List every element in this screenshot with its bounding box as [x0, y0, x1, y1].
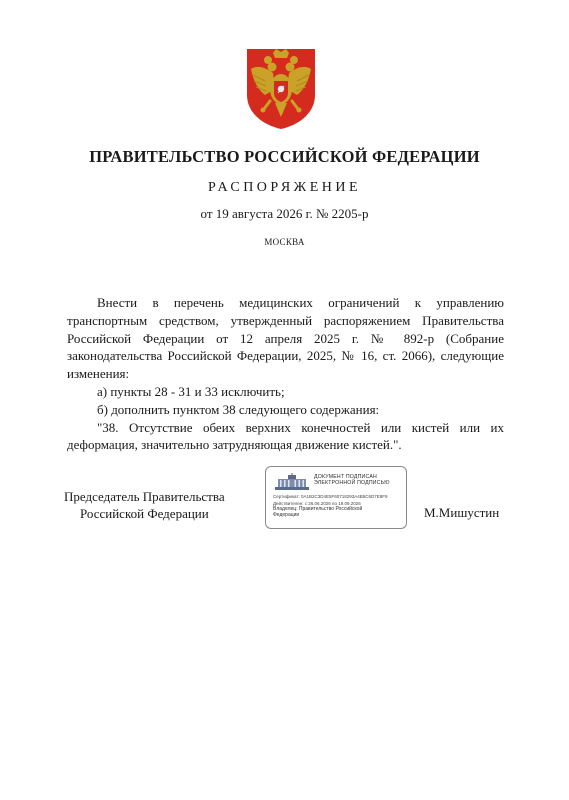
electronic-signature-stamp: [265, 466, 407, 529]
signer-position-line2: Российской Федерации: [80, 506, 209, 521]
government-title: ПРАВИТЕЛЬСТВО РОССИЙСКОЙ ФЕДЕРАЦИИ: [89, 147, 480, 166]
main-paragraph: Внести в перечень медицинских ограничений к управлению транспортным средством, утвержденный распоряжением Правительства Российской Федерации от 12 апреля 2025 г. № 892-р (Собрание законодательства Российской Федерации, 2025, № 16, ст. 2066), следующие изменения:: [67, 295, 504, 382]
signer-position-line1: Председатель Правительства: [64, 489, 225, 504]
coat-of-arms-icon: [243, 45, 319, 131]
document-type: РАСПОРЯЖЕНИЕ: [207, 180, 362, 195]
stamp-owner-line1: Владелец: Правительство Российской: [273, 506, 363, 512]
document-date-number: от 19 августа 2026 г. № 2205-р: [200, 206, 369, 221]
stamp-title-line2: ЭЛЕКТРОННОЙ ПОДПИСЬЮ: [314, 480, 390, 487]
stamp-validity: Действителен: с 26.06.2026 по 19.09.2026: [273, 501, 361, 506]
signer-position: [64, 488, 254, 522]
quote-paragraph: "38. Отсутствие обеих верхних конечностей или кистей или их деформация, значительно затрудняющая движение кистей.".: [67, 419, 504, 453]
stamp-owner-line2: Федерации: [273, 511, 300, 518]
government-building-icon: [274, 473, 310, 491]
stamp-owner: [273, 507, 403, 519]
item-b: б) дополнить пунктом 38 следующего содержания:: [97, 401, 380, 417]
document-city: МОСКВА: [264, 237, 305, 247]
stamp-title-line1: ДОКУМЕНТ ПОДПИСАН: [314, 474, 377, 480]
document-body: [67, 294, 504, 454]
stamp-title: [314, 474, 404, 487]
stamp-certificate: Сертификат: 0A1B2C3D4E5F60718293A4B5C6D7E8F9: [273, 494, 388, 499]
item-a: а) пункты 28 - 31 и 33 исключить;: [97, 383, 285, 399]
signer-name: М.Мишустин: [424, 505, 500, 520]
